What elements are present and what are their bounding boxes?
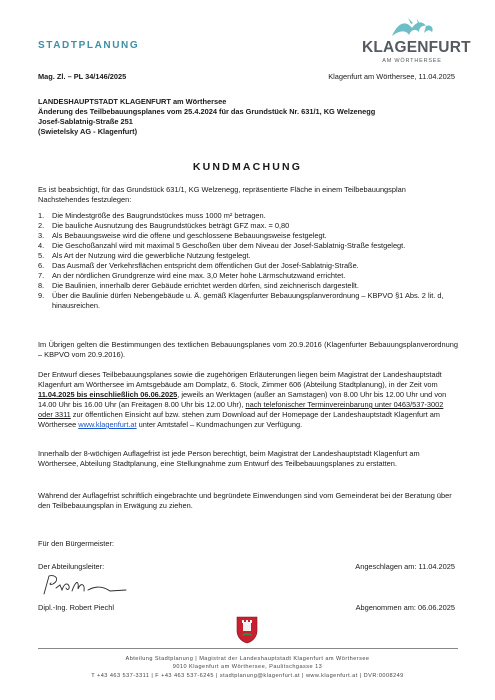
- list-item: [38, 241, 458, 251]
- objection-paragraph: Während der Auflagefrist schriftlich eingebrachte und begründete Einwendungen sind vom Gemeinderat bei der Beratung über den Teilbebauungsplan in Erwägung zu ziehen.: [38, 491, 452, 510]
- list-item: [38, 251, 458, 261]
- posted-date: Angeschlagen am: 11.04.2025: [355, 562, 455, 571]
- footer-department: Abteilung Stadtplanung | Magistrat der Landeshauptstadt Klagenfurt am Wörthersee: [125, 656, 370, 662]
- item-number: 2.: [38, 221, 45, 230]
- footer-divider: [38, 648, 458, 649]
- measures-list: [38, 211, 458, 311]
- logo-wordmark: KLAGENFURT: [362, 39, 471, 56]
- document-title: KUNDMACHUNG: [192, 161, 303, 173]
- signer-label: Der Abteilungsleiter:: [38, 562, 105, 571]
- reference-number: Mag. Zl. – PL 34/146/2025: [38, 72, 127, 81]
- inspection-text: , jeweils an Werktagen (außer an Samstagen) von 8.00 Uhr bis 12.00 Uhr und von 14.00 Uhr bis 16.00 Uhr (an Freitagen 8.00 Uhr bis 12.00 Uhr),: [38, 390, 447, 409]
- signature-image: [40, 572, 130, 600]
- footer-address: 9010 Klagenfurt am Wörthersee, Paulitschgasse 13: [172, 664, 323, 670]
- logo-subtitle: AM WÖRTHERSEE: [382, 58, 442, 64]
- inspection-period: 11.04.2025 bis einschließlich 06.06.2025: [38, 390, 178, 399]
- item-text: Über die Baulinie dürfen Nebengebäude u. Ä. gemäß Klagenfurter Bebauungsplanverordnung – KBPVO §1 Abs. 2 lit. d, hinausreichen.: [52, 291, 444, 310]
- inspection-text: Der Entwurf dieses Teilbebauungsplanes sowie die zugehörigen Erläuterungen liegen beim Magistrat der Landeshauptstadt Klagenfurt am Wörthersee im Amtsgebäude am Domplatz, 6. Stock, Zimmer 606 (Abteilung Stadtplanung), in der Zeit vom: [38, 370, 442, 389]
- signer-name: Dipl.-Ing. Robert Piechl: [38, 603, 114, 612]
- subject-line: LANDESHAUPTSTADT KLAGENFURT am Wörthersee: [38, 97, 227, 106]
- item-number: 1.: [38, 211, 45, 220]
- removal-date: Abgenommen am: 06.06.2025: [355, 603, 455, 612]
- subject-line: (Swietelsky AG - Klagenfurt): [38, 127, 138, 136]
- item-text: An der nördlichen Grundgrenze wird eine max. 3,0 Meter hohe Lärmschutzwand errichtet.: [52, 271, 346, 280]
- homepage-link[interactable]: www.klagenfurt.at: [78, 420, 137, 429]
- subject-line: Josef-Sablatnig-Straße 251: [38, 117, 133, 126]
- subject-line: Änderung des Teilbebauungsplanes vom 25.4.2024 für das Grundstück Nr. 631/1, KG Welzenegg: [38, 107, 376, 116]
- list-item: [38, 261, 458, 271]
- coat-of-arms-icon: [236, 616, 258, 644]
- item-text: Als Bebauungsweise wird die offene und geschlossene Bebauungsweise festgelegt.: [52, 231, 327, 240]
- list-item: [38, 211, 458, 221]
- city-logo: [362, 16, 471, 72]
- inspection-text: unter Amtstafel – Kundmachungen zur Verfügung.: [136, 420, 303, 429]
- list-item: [38, 221, 458, 231]
- item-number: 9.: [38, 291, 45, 300]
- statement-paragraph: Innerhalb der 8-wöchigen Auflagefrist ist jede Person berechtigt, beim Magistrat der Landeshauptstadt Klagenfurt am Wörthersee, Abteilung Stadtplanung, eine Stellungnahme zum Entwurf des Teilbebauungsplanes zu erstatten.: [38, 449, 420, 468]
- item-number: 3.: [38, 231, 45, 240]
- item-text: Die Mindestgröße des Baugrundstückes muss 1000 m² betragen.: [52, 211, 266, 220]
- validity-paragraph: Im Übrigen gelten die Bestimmungen des textlichen Bebauungsplanes vom 20.9.2016 (Klagenfurter Bebauungsplanverordnung – KBPVO vom 20.9.2016).: [38, 340, 458, 359]
- item-text: Die bauliche Ausnutzung des Baugrundstückes beträgt GFZ max. = 0,80: [52, 221, 290, 230]
- item-number: 4.: [38, 241, 45, 250]
- item-text: Das Ausmaß der Verkehrsflächen entspricht dem öffentlichen Gut der Josef-Sablatnig-Straße.: [52, 261, 359, 270]
- list-item: [38, 281, 458, 291]
- subject-block: [38, 97, 468, 137]
- item-number: 7.: [38, 271, 45, 280]
- place-date: Klagenfurt am Wörthersee, 11.04.2025: [328, 72, 455, 81]
- dragon-logo-icon: [362, 16, 462, 40]
- item-text: Die Geschoßanzahl wird mit maximal 5 Geschoßen über dem Niveau der Josef-Sablatnig-Straße festgelegt.: [52, 241, 406, 250]
- intro-paragraph: Es ist beabsichtigt, für das Grundstück 631/1, KG Welzenegg, repräsentierte Fläche in einem Teilbebauungsplan Nachstehendes festzulegen:: [38, 185, 406, 204]
- footer-contact: T +43 463 537-3311 | F +43 463 537-6245 | stadtplanung@klagenfurt.at | www.klagenfurt.at | DVR:0008249: [91, 673, 404, 679]
- greeting: Für den Bürgermeister:: [38, 539, 114, 548]
- list-item: [38, 271, 458, 281]
- list-item: [38, 291, 458, 311]
- item-text: Als Art der Nutzung wird die gewerbliche Nutzung festgelegt.: [52, 251, 251, 260]
- inspection-paragraph: [38, 370, 458, 430]
- item-number: 8.: [38, 281, 45, 290]
- phone-appointment: nach telefonischer Terminvereinbarung unter 0463/537-3002 oder 3311: [38, 400, 444, 419]
- inspection-text: zur öffentlichen Einsicht auf bzw. stehen zum Download auf der Homepage der Landeshauptstadt Klagenfurt am Wörthersee: [38, 410, 440, 429]
- item-number: 6.: [38, 261, 45, 270]
- item-text: Die Baulinien, innerhalb derer Gebäude errichtet werden dürfen, sind zeichnerisch dargestellt.: [52, 281, 359, 290]
- item-number: 5.: [38, 251, 45, 260]
- department-name: STADTPLANUNG: [38, 40, 140, 51]
- list-item: [38, 231, 458, 241]
